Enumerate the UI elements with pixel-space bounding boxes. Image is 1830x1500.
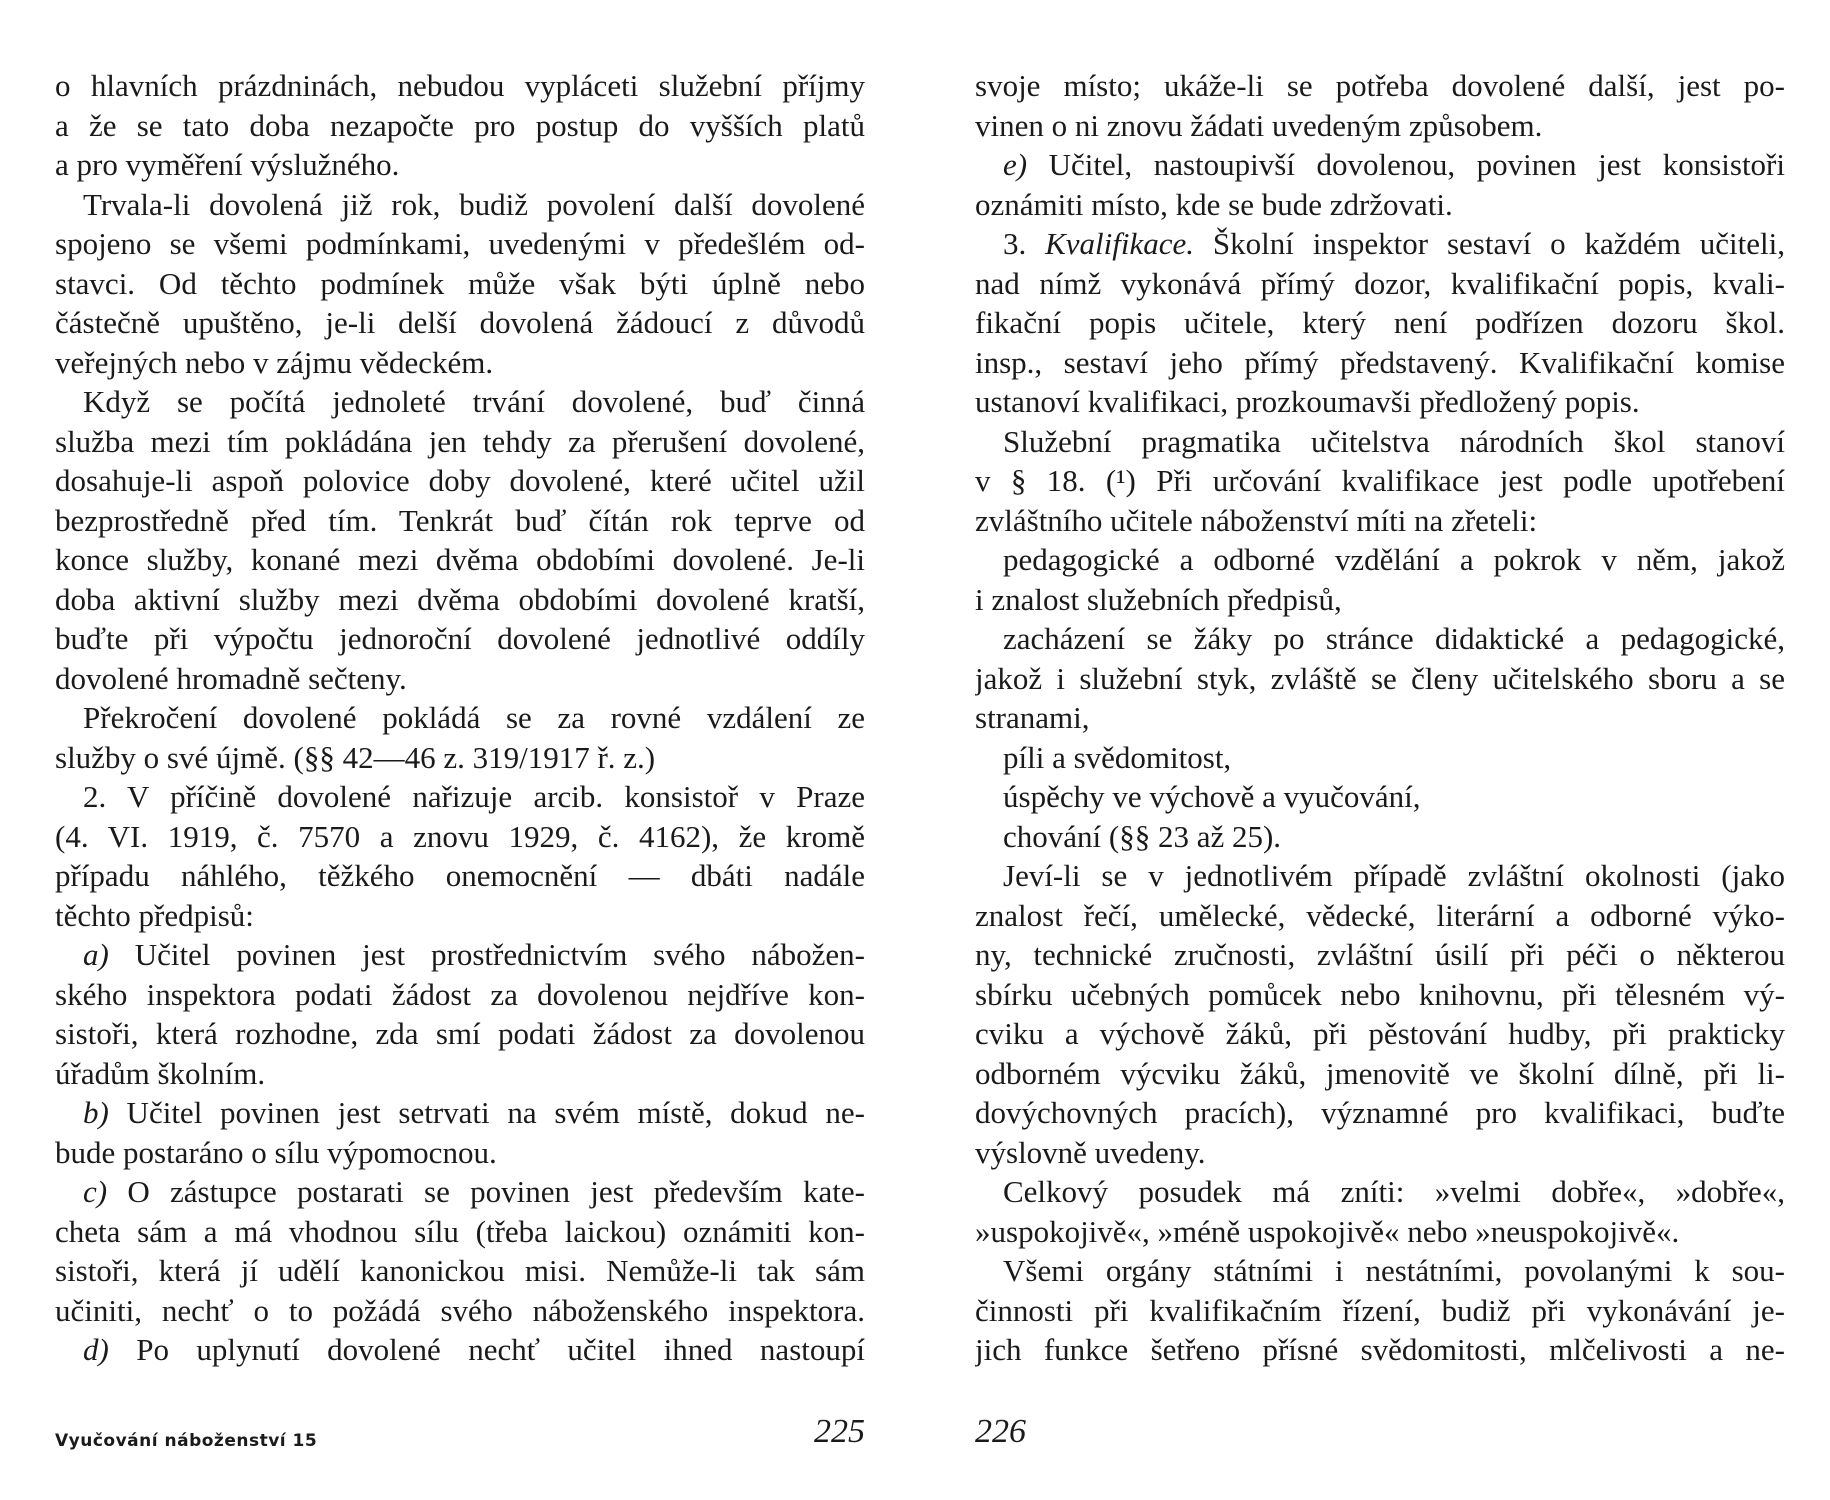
text-line: cheta sám a má vhodnou sílu (třeba laickou) oznámiti kon- — [55, 1213, 865, 1249]
text-line: těchto předpisů: — [55, 897, 254, 933]
text-line: činnosti při kvalifikačním řízení, budiž při vykonávání je- — [975, 1292, 1785, 1328]
text-line: spojeno se všemi podmínkami, uvedenými v předešlém od- — [55, 226, 865, 261]
text-line: Trvala-li dovolená již rok, budiž povolení další dovolené — [83, 186, 865, 222]
text-line: sbírku učebných pomůcek nebo knihovnu, při tělesném vý- — [975, 976, 1785, 1012]
text-line: doba aktivní služby mezi dvěma obdobími dovolené kratší, — [55, 581, 865, 617]
text-line: stranami, — [975, 700, 1090, 735]
text-line: ského inspektora podati žádost za dovolenou nejdříve kon- — [55, 976, 865, 1012]
text-line: a pro vyměření výslužného. — [55, 147, 400, 182]
text-line: v § 18. (¹) Při určování kvalifikace jest podle upotřebení — [975, 463, 1785, 498]
text-line: svoje místo; ukáže-li se potřeba dovolené další, jest po- — [975, 68, 1785, 103]
text-line: Jeví-li se v jednotlivém případě zvláštní okolnosti (jako — [1003, 858, 1785, 893]
left-page — [55, 0, 865, 1500]
text-line: Všemi orgány státními i nestátními, povolanými k sou- — [1003, 1253, 1785, 1288]
text-line: insp., sestaví jeho přímý představený. Kvalifikační komise — [975, 344, 1785, 380]
text-line: 2. V příčině dovolené nařizuje arcib. konsistoř v Praze — [83, 779, 865, 814]
text-line: jakož i služební styk, zvláště se členy učitelského sboru a se — [975, 660, 1785, 696]
text-line: Služební pragmatika učitelstva národních škol stanoví — [1003, 423, 1785, 459]
text-line: Celkový posudek má zníti: »velmi dobře«, »dobře«, — [1003, 1174, 1785, 1209]
text-line: veřejných nebo v zájmu vědeckém. — [55, 344, 494, 380]
text-line: o hlavních prázdninách, nebudou vypláceti služební příjmy — [55, 68, 865, 103]
page-number: 226 — [975, 1413, 1026, 1450]
text-line: a že se tato doba nezapočte pro postup do vyšších platů — [55, 107, 865, 143]
text-line: i znalost služebních předpisů, — [975, 581, 1342, 617]
text-line: znalost řečí, umělecké, vědecké, literární a odborné výko- — [975, 897, 1785, 933]
text-line: ny, technické zručnosti, zvláštní úsilí při péči o některou — [975, 937, 1785, 972]
text-line: »uspokojivě«, »méně uspokojivě« nebo »neuspokojivě«. — [975, 1213, 1680, 1249]
text-line: c) O zástupce postarati se povinen jest především kate- — [83, 1174, 865, 1209]
right-page — [975, 0, 1785, 1500]
text-line: cviku a výchově žáků, při pěstování hudby, při prakticky — [975, 1016, 1785, 1051]
text-line: buďte při výpočtu jednoroční dovolené jednotlivé oddíly — [55, 621, 865, 656]
text-line: sistoři, která rozhodne, zda smí podati žádost za dovolenou — [55, 1016, 865, 1051]
text-line: částečně upuštěno, je-li delší dovolená žádoucí z důvodů — [55, 305, 865, 340]
text-line: jich funkce šetřeno přísné svědomitosti, mlčelivosti a ne- — [975, 1332, 1785, 1367]
text-line: výslovně uvedeny. — [975, 1134, 1206, 1170]
text-line: odborném výcviku žáků, jmenovitě ve školní dílně, při li- — [975, 1055, 1785, 1091]
text-line: dovolené hromadně sečteny. — [55, 660, 407, 696]
text-line: stavci. Od těchto podmínek může však býti úplně nebo — [55, 265, 865, 301]
right-page-body — [975, 66, 1785, 1370]
text-line: zacházení se žáky po stránce didaktické a pedagogické, — [1003, 621, 1785, 656]
text-line: a) Učitel povinen jest prostřednictvím svého nábožen- — [83, 937, 865, 972]
text-line: chování (§§ 23 až 25). — [1003, 818, 1282, 854]
text-line: bude postaráno o sílu výpomocnou. — [55, 1134, 497, 1170]
text-line: úřadům školním. — [55, 1055, 266, 1091]
page-number: 225 — [814, 1413, 865, 1450]
book-signature: Vyučování náboženství 15 — [55, 1431, 318, 1451]
text-line: fikační popis učitele, který není podřízen dozoru škol. — [975, 305, 1785, 340]
text-line: b) Učitel povinen jest setrvati na svém místě, dokud ne- — [83, 1095, 865, 1130]
text-line: Když se počítá jednoleté trvání dovolené, buď činná — [83, 384, 865, 419]
text-line: pedagogické a odborné vzdělání a pokrok v něm, jakož — [1003, 542, 1785, 577]
left-page-body — [55, 66, 865, 1370]
text-line: nad nímž vykonává přímý dozor, kvalifikační popis, kvali- — [975, 265, 1785, 301]
text-line: případu náhlého, těžkého onemocnění — dbáti nadále — [55, 858, 865, 893]
text-line: vinen o ni znovu žádati uvedeným způsobem. — [975, 107, 1543, 143]
text-line: služba mezi tím pokládána jen tehdy za přerušení dovolené, — [55, 423, 865, 459]
text-line: (4. VI. 1919, č. 7570 a znovu 1929, č. 4162), že kromě — [55, 818, 865, 854]
text-line: úspěchy ve výchově a vyučování, — [1003, 779, 1421, 814]
text-line: oznámiti místo, kde se bude zdržovati. — [975, 186, 1453, 222]
text-line: 3. Kvalifikace. Školní inspektor sestaví o každém učiteli, — [1003, 226, 1785, 261]
text-line: píli a svědomitost, — [1003, 739, 1232, 775]
text-line: sistoři, která jí udělí kanonickou misi. Nemůže-li tak sám — [55, 1253, 865, 1288]
text-line: ustanoví kvalifikaci, prozkoumavši předložený popis. — [975, 384, 1640, 419]
text-line: služby o své újmě. (§§ 42—46 z. 319/1917 ř. z.) — [55, 739, 656, 775]
text-line: d) Po uplynutí dovolené nechť učitel ihned nastoupí — [83, 1332, 865, 1367]
text-line: konce služby, konané mezi dvěma obdobími dovolené. Je-li — [55, 542, 865, 577]
text-line: bezprostředně před tím. Tenkrát buď čítán rok teprve od — [55, 502, 865, 538]
text-line: učiniti, nechť o to požádá svého náboženského inspektora. — [55, 1292, 865, 1328]
text-line: e) Učitel, nastoupivší dovolenou, povinen jest konsistoři — [1003, 147, 1785, 182]
text-line: dovýchovných pracích), významné pro kvalifikaci, buďte — [975, 1095, 1785, 1130]
text-line: dosahuje-li aspoň polovice doby dovolené, které učitel užil — [55, 463, 865, 498]
text-line: zvláštního učitele náboženství míti na zřeteli: — [975, 502, 1538, 538]
text-line: Překročení dovolené pokládá se za rovné vzdálení ze — [83, 700, 865, 735]
